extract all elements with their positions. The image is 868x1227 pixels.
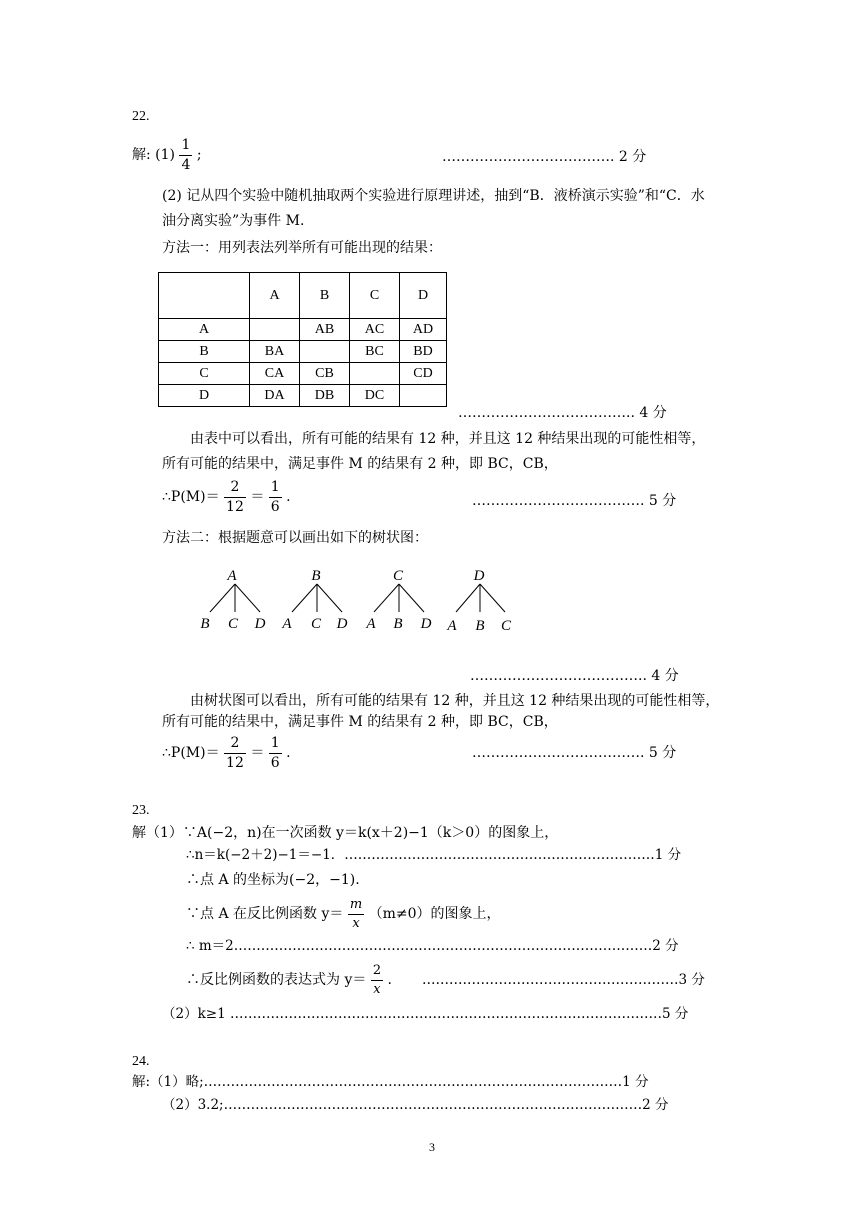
score: 5 分	[648, 745, 677, 761]
q23-line5: ∴ m＝2…………………………………………………………………………………2 分	[186, 938, 679, 954]
fraction-numerator: 2	[371, 964, 383, 981]
tree-group-d	[446, 568, 512, 634]
tree-group-b	[281, 568, 347, 632]
tree-group-a	[200, 568, 265, 632]
tree-group-c	[365, 568, 431, 632]
q23-number: 23.	[132, 803, 150, 818]
q22-method1-line2: 所有可能的结果中，满足事件 M 的结果有 2 种，即 BC，CB，	[162, 456, 558, 472]
q22-method1-probability	[162, 480, 291, 514]
q22-method2-title: 方法二：根据题意可以画出如下的树状图：	[162, 530, 428, 546]
period: .	[286, 489, 291, 506]
table-cell: AD	[400, 319, 447, 341]
table-header-cell: B	[300, 273, 350, 319]
q24-number: 24.	[132, 1054, 150, 1069]
q23-line4-prefix: ∵点 A 在反比例函数 y＝	[186, 906, 344, 923]
q23-line6-score: …………………………………………………3 分	[422, 972, 705, 988]
page-number: 3	[429, 1140, 435, 1154]
table-row	[159, 363, 447, 385]
q22-tree-score	[470, 669, 679, 683]
q22-method2-line1: 由树状图可以看出，所有可能的结果有 12 种，并且这 12 种结果出现的可能性相等，	[190, 693, 720, 709]
q22-method2-probability	[162, 736, 291, 770]
q22-part2-line1: (2) 记从四个实验中随机抽取两个实验进行原理讲述，抽到“B．液桥演示实验”和“C．水	[162, 188, 705, 204]
fraction	[371, 964, 383, 996]
fraction-numerator: 1	[269, 480, 282, 498]
fraction-denominator: 12	[226, 754, 244, 771]
tree-leaf: B	[393, 616, 403, 632]
table-header-cell: D	[400, 273, 447, 319]
tree-leaf: B	[475, 618, 485, 634]
leader-dots: ……………………………….	[472, 745, 645, 761]
tree-diagram	[190, 562, 530, 642]
q23-line4	[186, 898, 501, 930]
q22-method2-score	[472, 746, 676, 760]
table-cell: B	[159, 341, 250, 363]
fraction-denominator: 6	[270, 754, 280, 771]
table-cell: DA	[250, 385, 300, 407]
table-cell: DC	[350, 385, 400, 407]
table-header-cell: C	[350, 273, 400, 319]
table-cell: AB	[300, 319, 350, 341]
tree-leaf: D	[336, 616, 348, 632]
tree-leaf: A	[282, 616, 292, 632]
table-cell: BD	[400, 341, 447, 363]
table-cell: DB	[300, 385, 350, 407]
table-cell: CB	[300, 363, 350, 385]
tree-leaf: A	[447, 618, 457, 634]
q22-method2-line2: 所有可能的结果中，满足事件 M 的结果有 2 种，即 BC，CB，	[162, 714, 558, 730]
tree-root: A	[227, 568, 237, 584]
table-cell: D	[159, 385, 250, 407]
tree-leaf: A	[366, 616, 376, 632]
fraction	[224, 736, 246, 770]
q22-part2-line2: 油分离实验”为事件 M.	[162, 213, 305, 229]
tree-leaf: B	[200, 616, 210, 632]
tree-leaf: D	[420, 616, 432, 632]
fraction-numerator: m	[348, 898, 364, 915]
table-header-cell	[159, 273, 250, 319]
q22-ans1-fraction	[179, 138, 192, 172]
tree-leaf: C	[500, 618, 512, 634]
fraction-denominator: 6	[270, 498, 280, 515]
outcome-table	[158, 272, 447, 407]
score: 4 分	[639, 405, 667, 421]
table-header-cell: A	[250, 273, 300, 319]
fraction-denominator: 12	[226, 498, 244, 515]
table-cell: BC	[350, 341, 400, 363]
tree-leaf: C	[227, 616, 239, 632]
table-cell: A	[159, 319, 250, 341]
fraction-numerator: 2	[224, 480, 246, 498]
leader-dots: ………………………………..	[470, 668, 647, 684]
prob-prefix: ∴P(M)＝	[162, 489, 220, 506]
q22-number: 22.	[132, 109, 150, 124]
fraction-denominator: x	[352, 915, 360, 931]
q23-line6-prefix: ∴反比例函数的表达式为 y＝	[186, 972, 367, 989]
fraction-numerator: 1	[179, 138, 192, 156]
tree-leaf: C	[310, 616, 322, 632]
q24-line2: （2）3.2;…………………………………………………………………………………2 分	[162, 1097, 669, 1113]
tree-root: B	[311, 568, 321, 584]
table-header-row	[159, 273, 447, 319]
q23-line1: 解（1）∵A(−2，n)在一次函数 y＝k(x＋2)−1（k＞0）的图象上，	[132, 825, 559, 841]
leader-dots: ……………………………….	[472, 493, 645, 509]
q23-line4-suffix: （m≠0）的图象上，	[368, 906, 501, 923]
q23-line2: ∴n＝k(−2＋2)−1＝−1．……………………………………………………………1 分	[186, 847, 682, 863]
fraction-denominator: x	[373, 981, 381, 997]
q23-line7: （2）k≥1 ……………………………………………………………………………………5 分	[162, 1006, 689, 1022]
table-row	[159, 385, 447, 407]
table-row	[159, 319, 447, 341]
table-cell: CD	[400, 363, 447, 385]
q24-line1: 解:（1）略;…………………………………………………………………………………1 分	[132, 1074, 649, 1090]
table-cell	[250, 319, 300, 341]
q23-line3: ∴点 A 的坐标为(−2，−1).	[186, 872, 360, 888]
q22-method1-score	[472, 494, 676, 508]
q22-ans1-prefix: 解: (1)	[132, 147, 175, 164]
score: 2 分	[618, 149, 647, 165]
table-cell: CA	[250, 363, 300, 385]
table-cell	[400, 385, 447, 407]
score: 5 分	[648, 493, 677, 509]
q22-ans1-suffix: ;	[196, 147, 202, 164]
fraction	[269, 736, 282, 770]
q22-ans1-dots	[442, 150, 646, 164]
q23-line6	[186, 964, 392, 996]
q23-line6-suffix: .	[387, 972, 392, 989]
fraction-numerator: 1	[269, 736, 282, 754]
table-cell: C	[159, 363, 250, 385]
q22-answer-1	[132, 138, 202, 172]
prob-prefix: ∴P(M)＝	[162, 745, 220, 762]
leader-dots: ………………………………..	[458, 405, 635, 421]
table-cell	[300, 341, 350, 363]
table-row	[159, 341, 447, 363]
period: .	[286, 745, 291, 762]
tree-root: D	[473, 568, 485, 584]
fraction	[348, 898, 364, 930]
fraction-denominator: 4	[181, 156, 191, 173]
q22-method1-title: 方法一：用列表法列举所有可能出现的结果：	[162, 240, 442, 256]
fraction	[269, 480, 282, 514]
table-cell	[350, 363, 400, 385]
tree-root: C	[392, 568, 404, 584]
table-cell: AC	[350, 319, 400, 341]
table-cell: BA	[250, 341, 300, 363]
q22-table-score	[458, 406, 667, 420]
q22-method1-line1: 由表中可以看出，所有可能的结果有 12 种，并且这 12 种结果出现的可能性相等，	[190, 431, 706, 447]
tree-leaf: D	[254, 616, 266, 632]
equals-sign: ＝	[250, 489, 265, 506]
score: 4 分	[651, 668, 679, 684]
fraction-numerator: 2	[224, 736, 246, 754]
fraction	[224, 480, 246, 514]
equals-sign: ＝	[250, 745, 265, 762]
leader-dots: ……………………………….	[442, 149, 615, 165]
